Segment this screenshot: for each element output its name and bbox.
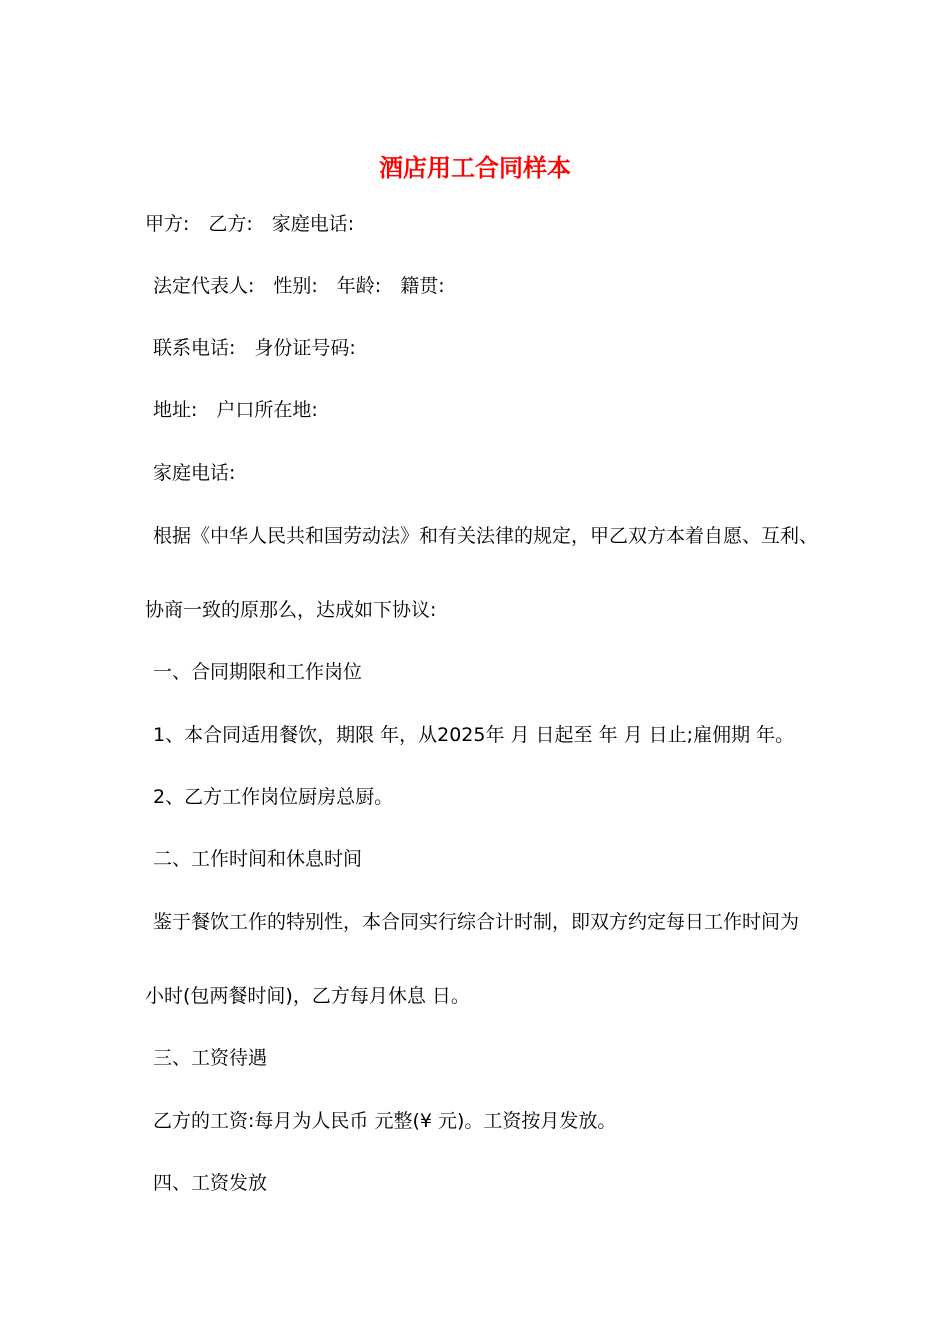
section-heading-term-and-position: 一、合同期限和工作岗位 (153, 661, 363, 683)
text-line-wages: 乙方的工资:每月为人民币 元整(¥ 元)。工资按月发放。 (153, 1110, 617, 1132)
text-line-contact-phone: 联系电话: 身份证号码: (153, 337, 356, 359)
text-line-party-info: 甲方: 乙方: 家庭电话: (145, 213, 355, 235)
text-line-clause-2: 2、乙方工作岗位厨房总厨。 (153, 786, 394, 808)
text-line-working-hours: 鉴于餐饮工作的特别性，本合同实行综合计时制，即双方约定每日工作时间为 (153, 911, 800, 933)
text-line-clause-1: 1、本合同适用餐饮，期限 年，从2025年 月 日起至 年 月 日止;雇佣期 年。 (153, 724, 795, 746)
document-title: 酒店用工合同样本 (379, 153, 571, 182)
text-line-home-phone: 家庭电话: (153, 462, 236, 484)
text-line-preamble: 根据《中华人民共和国劳动法》和有关法律的规定，甲乙双方本着自愿、互利、 (153, 525, 819, 547)
text-line-address: 地址: 户口所在地: (153, 399, 318, 421)
text-line-working-hours-continued: 小时(包两餐时间)，乙方每月休息 日。 (145, 985, 470, 1007)
text-line-legal-representative: 法定代表人: 性别: 年龄: 籍贯: (153, 275, 445, 297)
text-line-preamble-continued: 协商一致的原那么，达成如下协议: (145, 599, 437, 621)
section-heading-working-hours: 二、工作时间和休息时间 (153, 848, 363, 870)
section-heading-wages: 三、工资待遇 (153, 1047, 268, 1069)
section-heading-wage-payment: 四、工资发放 (153, 1172, 268, 1194)
